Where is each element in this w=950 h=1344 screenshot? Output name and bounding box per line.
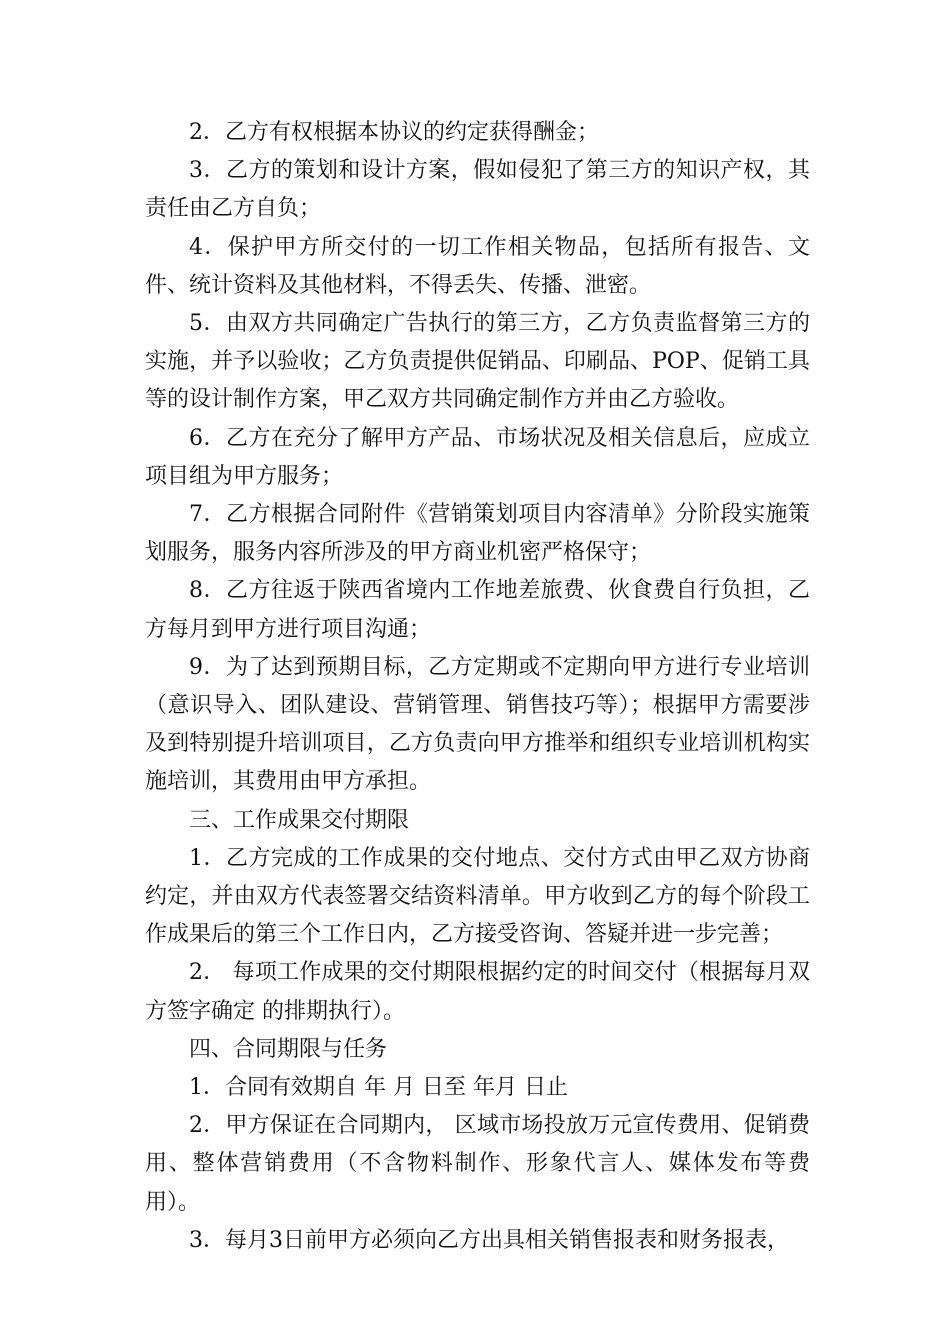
paragraph-clause-8-travel-expenses: 8．乙方往返于陕西省境内工作地差旅费、伙食费自行负担，乙方每月到甲方进行项目沟通；	[145, 578, 810, 642]
paragraph-clause-9-training: 9．为了达到预期目标，乙方定期或不定期向甲方进行专业培训（意识导入、团队建设、营销管理、销售技巧等）；根据甲方需要涉及到特别提升培训项目，乙方负责向甲方推举和组织专业培训机构实施培训，其费用由甲方承担。	[145, 654, 810, 795]
paragraph-clause-3-ip-liability: 3．乙方的策划和设计方案，假如侵犯了第三方的知识产权，其责任由乙方自负；	[145, 158, 810, 222]
document-page	[145, 114, 810, 1260]
paragraph-clause-5-third-party: 5．由双方共同确定广告执行的第三方，乙方负责监督第三方的实施，并予以验收；乙方负责提供促销品、印刷品、POP、促销工具等的设计制作方案，甲乙双方共同确定制作方并由乙方验收。	[145, 311, 810, 413]
paragraph-clause-2-remuneration: 2．乙方有权根据本协议的约定获得酬金；	[189, 120, 599, 145]
paragraph-delivery-1: 1．乙方完成的工作成果的交付地点、交付方式由甲乙双方协商约定，并由双方代表签署交结资料清单。甲方收到乙方的每个阶段工作成果后的第三个工作日内，乙方接受咨询、答疑并进一步完善；	[145, 845, 810, 948]
section-heading-delivery: 三、工作成果交付期限	[189, 807, 410, 833]
paragraph-clause-6-project-team: 6．乙方在充分了解甲方产品、市场状况及相关信息后，应成立项目组为甲方服务；	[145, 425, 810, 489]
paragraph-delivery-2: 2． 每项工作成果的交付期限根据约定的时间交付（根据每月双方签字确定 的排期执行）。	[145, 960, 810, 1024]
paragraph-term-3: 3．每月3日前甲方必须向乙方出具相关销售报表和财务报表，	[189, 1227, 789, 1253]
section-heading-term: 四、合同期限与任务	[189, 1036, 388, 1062]
paragraph-clause-4-confidentiality: 4．保护甲方所交付的一切工作相关物品，包括所有报告、文件、统计资料及其他材料，不得丢失、传播、泄密。	[145, 234, 810, 298]
paragraph-term-1: 1．合同有效期自 年 月 日至 年月 日止	[189, 1075, 568, 1101]
paragraph-clause-7-phased-service: 7．乙方根据合同附件《营销策划项目内容清单》分阶段实施策划服务，服务内容所涉及的甲方商业机密严格保守；	[145, 502, 810, 566]
paragraph-term-2: 2．甲方保证在合同期内， 区域市场投放万元宣传费用、促销费用、整体营销费用（不含物料制作、形象代言人、媒体发布等费用）。	[145, 1113, 810, 1215]
